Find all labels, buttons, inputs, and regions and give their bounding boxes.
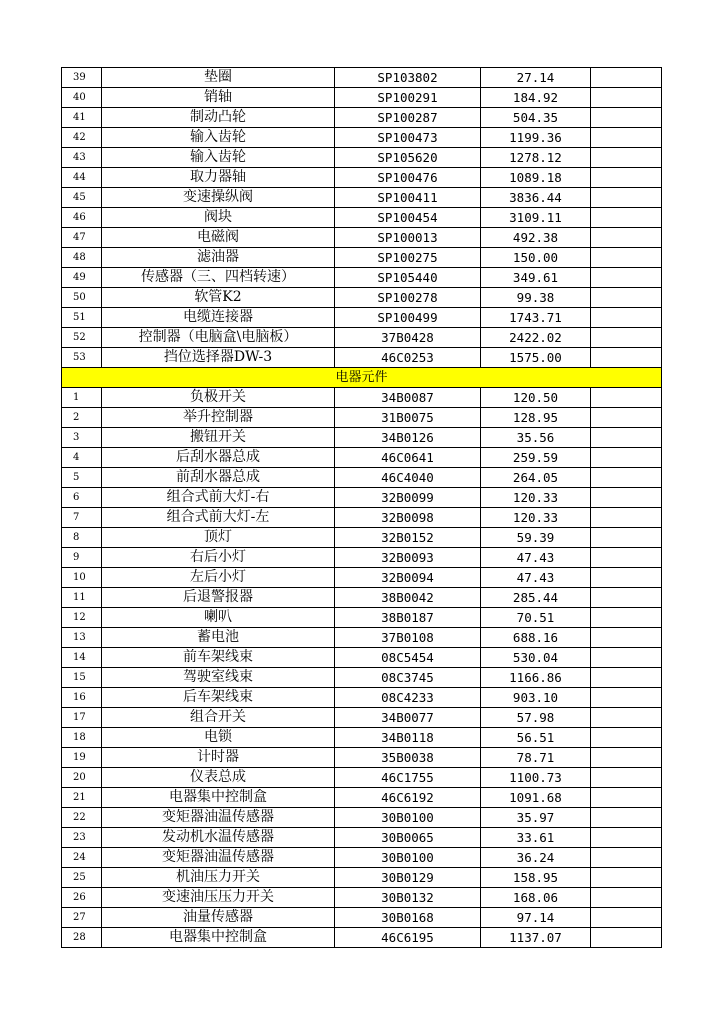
part-name: 输入齿轮 xyxy=(102,148,335,168)
part-price: 264.05 xyxy=(481,468,591,488)
row-number: 13 xyxy=(62,628,102,648)
table-row xyxy=(62,308,662,328)
part-code: 35B0038 xyxy=(335,748,481,768)
part-price: 35.97 xyxy=(481,808,591,828)
part-name: 销轴 xyxy=(102,88,335,108)
table-row xyxy=(62,708,662,728)
part-price: 128.95 xyxy=(481,408,591,428)
part-price: 27.14 xyxy=(481,68,591,88)
table-row xyxy=(62,248,662,268)
part-name: 制动凸轮 xyxy=(102,108,335,128)
table-row xyxy=(62,728,662,748)
table-row xyxy=(62,868,662,888)
remark-cell xyxy=(591,528,662,548)
row-number: 1 xyxy=(62,388,102,408)
row-number: 47 xyxy=(62,228,102,248)
part-code: 32B0099 xyxy=(335,488,481,508)
remark-cell xyxy=(591,128,662,148)
part-code: 37B0428 xyxy=(335,328,481,348)
part-code: 46C4040 xyxy=(335,468,481,488)
remark-cell xyxy=(591,608,662,628)
part-code: SP100454 xyxy=(335,208,481,228)
part-price: 168.06 xyxy=(481,888,591,908)
table-row xyxy=(62,908,662,928)
part-name: 左后小灯 xyxy=(102,568,335,588)
table-row xyxy=(62,848,662,868)
part-code: 38B0187 xyxy=(335,608,481,628)
part-name: 后退警报器 xyxy=(102,588,335,608)
table-row xyxy=(62,588,662,608)
part-price: 184.92 xyxy=(481,88,591,108)
part-price: 349.61 xyxy=(481,268,591,288)
remark-cell xyxy=(591,728,662,748)
part-price: 903.10 xyxy=(481,688,591,708)
part-name: 举升控制器 xyxy=(102,408,335,428)
remark-cell xyxy=(591,488,662,508)
table-row xyxy=(62,288,662,308)
part-code: SP100473 xyxy=(335,128,481,148)
remark-cell xyxy=(591,828,662,848)
table-row xyxy=(62,568,662,588)
row-number: 3 xyxy=(62,428,102,448)
section-row xyxy=(62,368,662,388)
table-row xyxy=(62,488,662,508)
row-number: 2 xyxy=(62,408,102,428)
row-number: 28 xyxy=(62,928,102,948)
part-name: 前刮水器总成 xyxy=(102,468,335,488)
part-name: 变速油压压力开关 xyxy=(102,888,335,908)
part-name: 蓄电池 xyxy=(102,628,335,648)
remark-cell xyxy=(591,468,662,488)
table-row xyxy=(62,148,662,168)
part-name: 发动机水温传感器 xyxy=(102,828,335,848)
remark-cell xyxy=(591,508,662,528)
remark-cell xyxy=(591,208,662,228)
row-number: 20 xyxy=(62,768,102,788)
row-number: 18 xyxy=(62,728,102,748)
part-name: 后刮水器总成 xyxy=(102,448,335,468)
table-row xyxy=(62,928,662,948)
table-row xyxy=(62,228,662,248)
part-name: 挡位选择器DW-3 xyxy=(102,348,335,368)
row-number: 10 xyxy=(62,568,102,588)
remark-cell xyxy=(591,248,662,268)
row-number: 41 xyxy=(62,108,102,128)
remark-cell xyxy=(591,688,662,708)
part-code: SP100476 xyxy=(335,168,481,188)
part-price: 158.95 xyxy=(481,868,591,888)
part-name: 传感器（三、四档转速） xyxy=(102,268,335,288)
part-price: 56.51 xyxy=(481,728,591,748)
part-price: 1278.12 xyxy=(481,148,591,168)
row-number: 4 xyxy=(62,448,102,468)
part-code: SP103802 xyxy=(335,68,481,88)
parts-price-table xyxy=(61,67,662,948)
row-number: 9 xyxy=(62,548,102,568)
row-number: 6 xyxy=(62,488,102,508)
part-name: 阀块 xyxy=(102,208,335,228)
part-name: 变速操纵阀 xyxy=(102,188,335,208)
row-number: 17 xyxy=(62,708,102,728)
part-price: 1089.18 xyxy=(481,168,591,188)
part-code: 30B0100 xyxy=(335,808,481,828)
part-price: 70.51 xyxy=(481,608,591,628)
table-row xyxy=(62,548,662,568)
part-name: 电锁 xyxy=(102,728,335,748)
remark-cell xyxy=(591,428,662,448)
part-code: SP100499 xyxy=(335,308,481,328)
part-name: 垫圈 xyxy=(102,68,335,88)
part-code: 34B0077 xyxy=(335,708,481,728)
remark-cell xyxy=(591,108,662,128)
row-number: 7 xyxy=(62,508,102,528)
table-row xyxy=(62,408,662,428)
remark-cell xyxy=(591,808,662,828)
part-price: 36.24 xyxy=(481,848,591,868)
part-code: 34B0087 xyxy=(335,388,481,408)
row-number: 42 xyxy=(62,128,102,148)
section-header xyxy=(62,368,662,388)
row-number: 25 xyxy=(62,868,102,888)
remark-cell xyxy=(591,648,662,668)
part-code: 32B0152 xyxy=(335,528,481,548)
remark-cell xyxy=(591,708,662,728)
remark-cell xyxy=(591,288,662,308)
remark-cell xyxy=(591,568,662,588)
part-name: 负极开关 xyxy=(102,388,335,408)
remark-cell xyxy=(591,888,662,908)
part-name: 输入齿轮 xyxy=(102,128,335,148)
row-number: 5 xyxy=(62,468,102,488)
table-row xyxy=(62,208,662,228)
part-price: 99.38 xyxy=(481,288,591,308)
remark-cell xyxy=(591,788,662,808)
part-code: 30B0065 xyxy=(335,828,481,848)
remark-cell xyxy=(591,348,662,368)
part-name: 前车架线束 xyxy=(102,648,335,668)
part-price: 57.98 xyxy=(481,708,591,728)
part-price: 3836.44 xyxy=(481,188,591,208)
part-price: 35.56 xyxy=(481,428,591,448)
part-code: SP100287 xyxy=(335,108,481,128)
remark-cell xyxy=(591,748,662,768)
part-name: 电磁阀 xyxy=(102,228,335,248)
part-code: 34B0126 xyxy=(335,428,481,448)
table-row xyxy=(62,328,662,348)
row-number: 48 xyxy=(62,248,102,268)
remark-cell xyxy=(591,868,662,888)
remark-cell xyxy=(591,388,662,408)
part-name: 组合式前大灯-左 xyxy=(102,508,335,528)
part-name: 电缆连接器 xyxy=(102,308,335,328)
part-code: SP100278 xyxy=(335,288,481,308)
table-body-bottom xyxy=(62,388,662,948)
part-code: 30B0129 xyxy=(335,868,481,888)
part-code: 08C5454 xyxy=(335,648,481,668)
table-row xyxy=(62,88,662,108)
table-row xyxy=(62,128,662,148)
part-name: 右后小灯 xyxy=(102,548,335,568)
part-price: 120.33 xyxy=(481,488,591,508)
part-code: SP100013 xyxy=(335,228,481,248)
row-number: 12 xyxy=(62,608,102,628)
part-price: 47.43 xyxy=(481,548,591,568)
part-price: 530.04 xyxy=(481,648,591,668)
part-code: SP105440 xyxy=(335,268,481,288)
remark-cell xyxy=(591,628,662,648)
row-number: 46 xyxy=(62,208,102,228)
table-row xyxy=(62,748,662,768)
part-price: 1137.07 xyxy=(481,928,591,948)
row-number: 14 xyxy=(62,648,102,668)
part-name: 电器集中控制盒 xyxy=(102,788,335,808)
part-code: SP105620 xyxy=(335,148,481,168)
remark-cell xyxy=(591,168,662,188)
part-price: 492.38 xyxy=(481,228,591,248)
part-name: 组合式前大灯-右 xyxy=(102,488,335,508)
part-name: 驾驶室线束 xyxy=(102,668,335,688)
part-code: 46C1755 xyxy=(335,768,481,788)
table-row xyxy=(62,428,662,448)
remark-cell xyxy=(591,308,662,328)
remark-cell xyxy=(591,548,662,568)
part-price: 3109.11 xyxy=(481,208,591,228)
table-row xyxy=(62,648,662,668)
row-number: 27 xyxy=(62,908,102,928)
row-number: 19 xyxy=(62,748,102,768)
row-number: 15 xyxy=(62,668,102,688)
part-name: 顶灯 xyxy=(102,528,335,548)
part-code: 32B0093 xyxy=(335,548,481,568)
row-number: 24 xyxy=(62,848,102,868)
part-price: 504.35 xyxy=(481,108,591,128)
table-row xyxy=(62,68,662,88)
part-code: 08C3745 xyxy=(335,668,481,688)
table-row xyxy=(62,628,662,648)
part-price: 1100.73 xyxy=(481,768,591,788)
row-number: 43 xyxy=(62,148,102,168)
part-name: 软管K2 xyxy=(102,288,335,308)
table-row xyxy=(62,388,662,408)
remark-cell xyxy=(591,588,662,608)
part-price: 33.61 xyxy=(481,828,591,848)
part-price: 688.16 xyxy=(481,628,591,648)
section-title: 电器元件 xyxy=(62,368,662,388)
row-number: 45 xyxy=(62,188,102,208)
table-row xyxy=(62,828,662,848)
part-name: 仪表总成 xyxy=(102,768,335,788)
table-row xyxy=(62,768,662,788)
table-row xyxy=(62,668,662,688)
row-number: 8 xyxy=(62,528,102,548)
table-row xyxy=(62,468,662,488)
row-number: 22 xyxy=(62,808,102,828)
part-price: 285.44 xyxy=(481,588,591,608)
remark-cell xyxy=(591,88,662,108)
part-price: 1091.68 xyxy=(481,788,591,808)
part-price: 120.50 xyxy=(481,388,591,408)
row-number: 23 xyxy=(62,828,102,848)
part-code: 30B0132 xyxy=(335,888,481,908)
part-code: 32B0098 xyxy=(335,508,481,528)
remark-cell xyxy=(591,668,662,688)
part-price: 78.71 xyxy=(481,748,591,768)
remark-cell xyxy=(591,328,662,348)
part-name: 变矩器油温传感器 xyxy=(102,808,335,828)
part-code: 32B0094 xyxy=(335,568,481,588)
table-row xyxy=(62,688,662,708)
part-code: SP100275 xyxy=(335,248,481,268)
remark-cell xyxy=(591,908,662,928)
row-number: 49 xyxy=(62,268,102,288)
part-code: 30B0168 xyxy=(335,908,481,928)
part-name: 取力器轴 xyxy=(102,168,335,188)
table-row xyxy=(62,608,662,628)
part-code: 46C6192 xyxy=(335,788,481,808)
part-price: 1166.86 xyxy=(481,668,591,688)
part-code: 34B0118 xyxy=(335,728,481,748)
remark-cell xyxy=(591,268,662,288)
table-row xyxy=(62,528,662,548)
row-number: 53 xyxy=(62,348,102,368)
remark-cell xyxy=(591,768,662,788)
remark-cell xyxy=(591,188,662,208)
part-code: SP100411 xyxy=(335,188,481,208)
part-code: 46C0253 xyxy=(335,348,481,368)
row-number: 52 xyxy=(62,328,102,348)
table-row xyxy=(62,508,662,528)
row-number: 16 xyxy=(62,688,102,708)
part-code: 46C6195 xyxy=(335,928,481,948)
part-price: 150.00 xyxy=(481,248,591,268)
table-row xyxy=(62,788,662,808)
part-name: 变矩器油温传感器 xyxy=(102,848,335,868)
part-code: 30B0100 xyxy=(335,848,481,868)
remark-cell xyxy=(591,928,662,948)
part-name: 组合开关 xyxy=(102,708,335,728)
remark-cell xyxy=(591,408,662,428)
table-row xyxy=(62,168,662,188)
row-number: 40 xyxy=(62,88,102,108)
part-name: 搬钮开关 xyxy=(102,428,335,448)
row-number: 50 xyxy=(62,288,102,308)
row-number: 26 xyxy=(62,888,102,908)
part-price: 1743.71 xyxy=(481,308,591,328)
part-price: 47.43 xyxy=(481,568,591,588)
part-price: 97.14 xyxy=(481,908,591,928)
remark-cell xyxy=(591,148,662,168)
part-price: 1199.36 xyxy=(481,128,591,148)
part-name: 控制器（电脑盒\电脑板） xyxy=(102,328,335,348)
part-name: 计时器 xyxy=(102,748,335,768)
remark-cell xyxy=(591,228,662,248)
remark-cell xyxy=(591,68,662,88)
table-body-top xyxy=(62,68,662,368)
part-price: 59.39 xyxy=(481,528,591,548)
table-row xyxy=(62,108,662,128)
part-code: 31B0075 xyxy=(335,408,481,428)
part-code: SP100291 xyxy=(335,88,481,108)
part-price: 2422.02 xyxy=(481,328,591,348)
table-row xyxy=(62,348,662,368)
part-code: 46C0641 xyxy=(335,448,481,468)
part-name: 机油压力开关 xyxy=(102,868,335,888)
part-code: 37B0108 xyxy=(335,628,481,648)
part-name: 电器集中控制盒 xyxy=(102,928,335,948)
part-code: 38B0042 xyxy=(335,588,481,608)
row-number: 44 xyxy=(62,168,102,188)
part-price: 1575.00 xyxy=(481,348,591,368)
remark-cell xyxy=(591,848,662,868)
remark-cell xyxy=(591,448,662,468)
row-number: 39 xyxy=(62,68,102,88)
table-row xyxy=(62,808,662,828)
row-number: 51 xyxy=(62,308,102,328)
table-row xyxy=(62,188,662,208)
row-number: 21 xyxy=(62,788,102,808)
part-name: 油量传感器 xyxy=(102,908,335,928)
part-name: 后车架线束 xyxy=(102,688,335,708)
table-row xyxy=(62,448,662,468)
part-name: 喇叭 xyxy=(102,608,335,628)
part-price: 259.59 xyxy=(481,448,591,468)
part-price: 120.33 xyxy=(481,508,591,528)
part-code: 08C4233 xyxy=(335,688,481,708)
row-number: 11 xyxy=(62,588,102,608)
table-row xyxy=(62,888,662,908)
table-row xyxy=(62,268,662,288)
part-name: 滤油器 xyxy=(102,248,335,268)
